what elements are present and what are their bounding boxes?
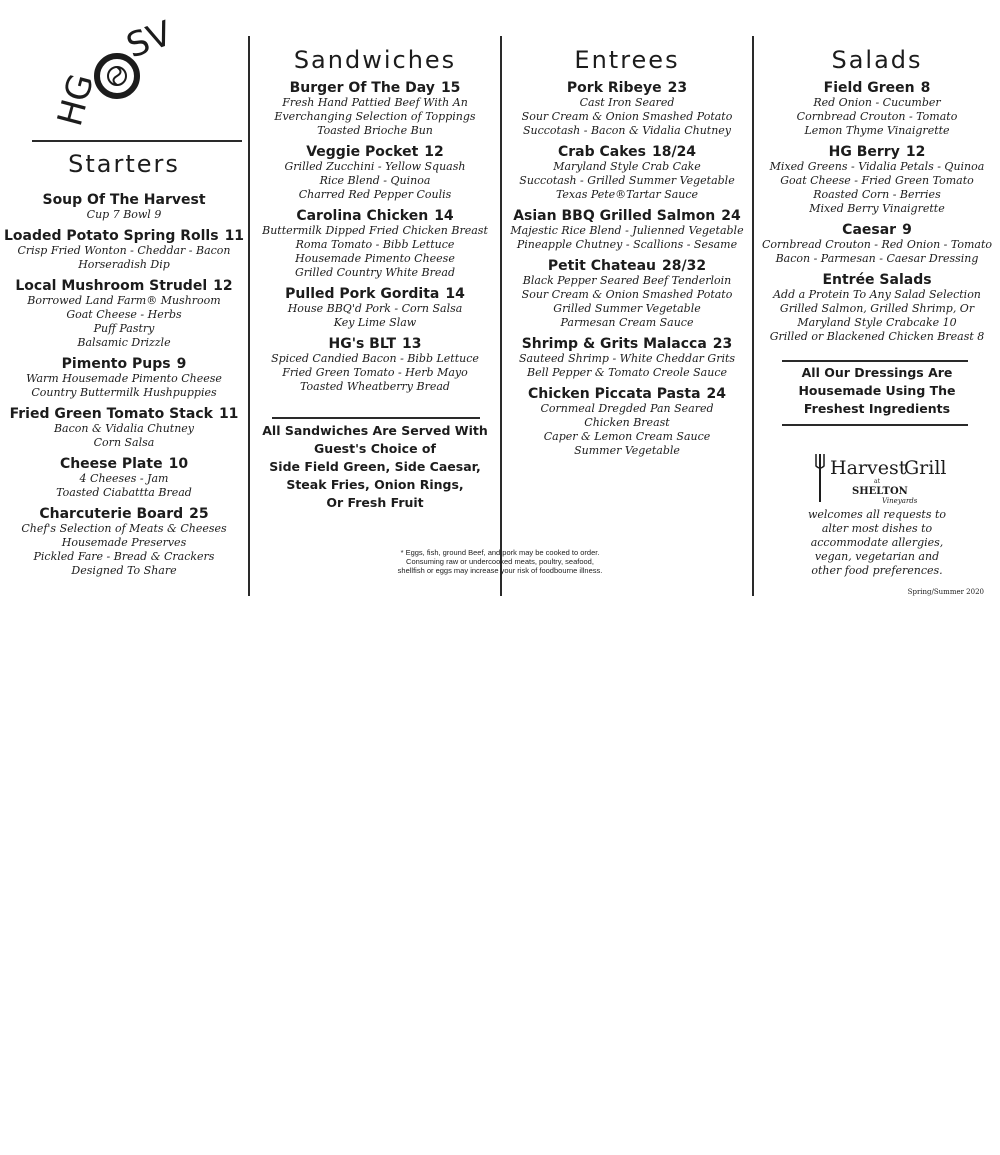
menu-item	[0, 456, 248, 500]
sandwiches-list	[250, 80, 500, 394]
menu-item	[754, 80, 1000, 138]
note-line: Housemade Using The	[798, 383, 956, 398]
menu-item	[502, 386, 752, 458]
item-name-text: HG's BLT	[328, 336, 397, 352]
menu-item-price: 12	[424, 144, 444, 160]
menu-item-description: Cornbread Crouton - Tomato	[796, 110, 958, 123]
item-name-text: Cheese Plate	[59, 456, 163, 472]
item-name-text: Petit Chateau	[547, 258, 657, 274]
entree-salad-line: Maryland Style Crabcake 10	[797, 316, 957, 329]
item-name-text: Field Green	[823, 80, 915, 96]
brand-name-left: Harvest	[830, 457, 907, 479]
brand-sub: Vineyards	[882, 497, 918, 505]
menu-item-description: Horseradish Dip	[78, 258, 170, 271]
allergy-line: alter most dishes to	[821, 522, 933, 535]
item-name-text: HG Berry	[828, 144, 900, 160]
disclaimer-line: shellfish or eggs may increase your risk of foodbourne illness.	[397, 566, 603, 575]
menu-item-price: 24	[706, 386, 727, 402]
menu-item-name	[0, 456, 248, 472]
note-line: Guest's Choice of	[314, 441, 436, 456]
menu-item-name	[502, 80, 752, 96]
salads-heading: Salads	[831, 46, 923, 74]
item-name-text: Shrimp & Grits Malacca	[521, 336, 707, 352]
menu-item-name	[754, 222, 1000, 238]
allergy-line: vegan, vegetarian and	[814, 550, 940, 563]
note-line: Steak Fries, Onion Rings,	[286, 477, 464, 492]
menu-item-description: Bacon & Vidalia Chutney	[53, 422, 195, 435]
menu-item-description: Warm Housemade Pimento Cheese	[26, 372, 222, 385]
item-name-text: Caesar	[842, 222, 897, 238]
menu-item-price: 28/32	[662, 258, 707, 274]
menu-item-name	[502, 386, 752, 402]
item-name-text: Burger Of The Day	[289, 80, 435, 96]
menu-item-description: Caper & Lemon Cream Sauce	[543, 430, 711, 443]
menu-item-name	[502, 336, 752, 352]
menu-item-price: 15	[440, 80, 461, 96]
note-line: Freshest Ingredients	[803, 401, 951, 416]
menu-item-description: Parmesan Cream Sauce	[560, 316, 694, 329]
divider	[32, 140, 242, 142]
food-safety-disclaimer	[380, 548, 620, 1155]
menu-item-description: Majestic Rice Blend - Julienned Vegetable	[510, 224, 744, 237]
menu-item	[250, 80, 500, 138]
menu-item-price: 23	[667, 80, 688, 96]
menu-item-description: Texas Pete®Tartar Sauce	[555, 188, 699, 201]
note-line: All Sandwiches Are Served With	[262, 423, 488, 438]
logo-letters-top: SV	[121, 13, 178, 67]
note-line: All Our Dressings Are	[801, 365, 953, 380]
menu-item-description: Chef's Selection of Meats & Cheeses	[21, 522, 227, 535]
menu-item-name	[502, 258, 752, 274]
menu-item-description: Toasted Brioche Bun	[317, 124, 433, 137]
divider	[782, 424, 968, 426]
menu-item-description: Succotash - Grilled Summer Vegetable	[519, 174, 735, 187]
menu-item-description: Goat Cheese - Herbs	[66, 308, 182, 321]
menu-item	[0, 356, 248, 400]
menu-item	[250, 144, 500, 202]
entrees-heading: Entrees	[574, 46, 680, 74]
menu-item-description: Country Buttermilk Hushpuppies	[31, 386, 217, 399]
sandwiches-heading: Sandwiches	[293, 46, 457, 74]
menu-item-price: 18/24	[651, 144, 697, 160]
starters-list	[0, 192, 248, 578]
brand-at: at	[874, 478, 880, 485]
menu-item-name	[0, 192, 248, 208]
menu-item-description: Cornbread Crouton - Red Onion - Tomato	[761, 238, 992, 251]
menu-item	[0, 278, 248, 350]
menu-item-description: Key Lime Slaw	[333, 316, 417, 329]
menu-item-price: 9	[176, 356, 187, 372]
menu-item-description: Fried Green Tomato - Herb Mayo	[282, 366, 468, 379]
menu-item-description: Summer Vegetable	[574, 444, 680, 457]
menu-item-price: 14	[445, 286, 465, 302]
menu-item-description: Corn Salsa	[93, 436, 155, 449]
salads-list	[754, 80, 1000, 266]
menu-item-description: Succotash - Bacon & Vidalia Chutney	[522, 124, 732, 137]
note-line: Side Field Green, Side Caesar,	[269, 459, 481, 474]
menu-item-price: 8	[920, 80, 931, 96]
menu-item-description: 4 Cheeses - Jam	[79, 472, 169, 485]
menu-item	[0, 192, 248, 222]
menu-item-description: Mixed Berry Vinaigrette	[809, 202, 945, 215]
menu-item-description: Grilled Summer Vegetable	[553, 302, 701, 315]
menu-item-description: Housemade Preserves	[61, 536, 187, 549]
menu-item-description: Bacon - Parmesan - Caesar Dressing	[775, 252, 979, 265]
menu-item-description: Sour Cream & Onion Smashed Potato	[521, 288, 733, 301]
brand-name-right: Grill	[904, 457, 947, 479]
menu-item-price: 23	[712, 336, 733, 352]
logo-letters-left: HG	[50, 69, 103, 131]
note-line: Or Fresh Fruit	[326, 495, 424, 510]
menu-item-price: 9	[902, 222, 912, 238]
menu-item-description: Borrowed Land Farm® Mushroom	[27, 294, 221, 307]
allergy-line: accommodate allergies,	[810, 536, 944, 549]
menu-item-description: Charred Red Pepper Coulis	[298, 188, 452, 201]
menu-item-price: 24	[721, 208, 741, 224]
menu-item-price: 12	[213, 278, 233, 294]
divider	[272, 417, 480, 419]
season-label: Spring/Summer 2020	[907, 588, 984, 596]
item-name-text: Charcuterie Board	[39, 506, 184, 522]
item-name-text: Local Mushroom Strudel	[15, 278, 208, 294]
entree-salad-line: Add a Protein To Any Salad Selection	[773, 288, 981, 301]
starters-heading: Starters	[68, 150, 180, 178]
menu-item-description: Mixed Greens - Vidalia Petals - Quinoa	[769, 160, 985, 173]
item-name-text: Veggie Pocket	[306, 144, 419, 160]
menu-item-price: 13	[402, 336, 422, 352]
menu-item-price: 10	[168, 456, 189, 472]
menu-item-price: 11	[218, 406, 239, 422]
brand-place: SHELTON	[852, 486, 908, 497]
menu-item-description: Spiced Candied Bacon - Bibb Lettuce	[271, 352, 479, 365]
menu-item-description: Toasted Wheatberry Bread	[300, 380, 450, 393]
menu-item-description: Pickled Fare - Bread & Crackers	[33, 550, 215, 563]
menu-item	[0, 506, 248, 578]
menu-item	[250, 286, 500, 330]
menu-item-description: House BBQ'd Pork - Corn Salsa	[287, 302, 463, 315]
menu-item-description: Fresh Hand Pattied Beef With An	[282, 96, 468, 109]
harvest-grill-logo	[808, 450, 948, 508]
menu-item-name	[0, 506, 248, 522]
menu-item	[250, 336, 500, 394]
item-name-text: Loaded Potato Spring Rolls	[3, 228, 219, 244]
menu-item-name	[754, 80, 1000, 96]
allergy-note	[754, 508, 1000, 1115]
menu-item	[502, 336, 752, 380]
starters-column	[0, 150, 248, 757]
menu-item	[502, 208, 752, 252]
menu-item-description: Black Pepper Seared Beef Tenderloin	[522, 274, 732, 287]
menu-item-description: Goat Cheese - Fried Green Tomato	[780, 174, 974, 187]
menu-item-price: 11	[224, 228, 245, 244]
menu-item-description: Lemon Thyme Vinaigrette	[804, 124, 950, 137]
menu-item	[502, 258, 752, 330]
item-name-text: Crab Cakes	[557, 144, 646, 160]
menu-item-description: Everchanging Selection of Toppings	[274, 110, 476, 123]
allergy-line: other food preferences.	[811, 564, 943, 577]
menu-item	[754, 144, 1000, 216]
menu-item-name	[0, 406, 248, 422]
disclaimer-line: * Eggs, fish, ground Beef, and pork may be cooked to order.	[400, 548, 600, 557]
allergy-line: welcomes all requests to	[807, 508, 947, 521]
menu-item-description: Cup 7 Bowl 9	[86, 208, 162, 221]
menu-item	[0, 406, 248, 450]
menu-item-description: Sauteed Shrimp - White Cheddar Grits	[518, 352, 736, 365]
menu-item	[250, 208, 500, 280]
menu-item-description: Roasted Corn - Berries	[813, 188, 941, 201]
menu-item-name	[502, 144, 752, 160]
menu-item-name	[0, 356, 248, 372]
menu-item-description: Bell Pepper & Tomato Creole Sauce	[527, 366, 727, 379]
menu-item-name	[250, 336, 500, 352]
menu-item-name	[250, 144, 500, 160]
hg-logo	[50, 13, 182, 138]
menu-item-description: Crisp Fried Wonton - Cheddar - Bacon	[17, 244, 231, 257]
entree-salads-title: Entrée Salads	[822, 272, 932, 288]
menu-item-name	[754, 144, 1000, 160]
menu-item-description: Puff Pastry	[93, 322, 155, 335]
item-name-text: Chicken Piccata Pasta	[527, 386, 701, 402]
item-name-text: Pork Ribeye	[566, 80, 662, 96]
entree-salad-line: Grilled or Blackened Chicken Breast 8	[769, 330, 985, 343]
disclaimer-line: Consuming raw or undercooked meats, poultry, seafood,	[406, 557, 594, 566]
menu-item-price: 14	[434, 208, 454, 224]
menu-item-description: Cast Iron Seared	[579, 96, 675, 109]
menu-item-name	[0, 278, 248, 294]
entrees-list	[502, 80, 752, 458]
menu-item-description: Rice Blend - Quinoa	[319, 174, 431, 187]
menu-item-name	[250, 286, 500, 302]
menu-item-name	[502, 208, 752, 224]
item-name-text: Pulled Pork Gordita	[285, 286, 440, 302]
menu-item-description: Red Onion - Cucumber	[813, 96, 941, 109]
menu-item-name	[250, 80, 500, 96]
menu-item-description: Pineapple Chutney - Scallions - Sesame	[516, 238, 738, 251]
menu-item	[502, 144, 752, 202]
menu-item-description: Roma Tomato - Bibb Lettuce	[295, 238, 455, 251]
menu-item-description: Buttermilk Dipped Fried Chicken Breast	[262, 224, 488, 237]
entree-salad-line: Grilled Salmon, Grilled Shrimp, Or	[779, 302, 975, 315]
menu-item	[502, 80, 752, 138]
menu-item-description: Maryland Style Crab Cake	[553, 160, 701, 173]
menu-item-description: Housemade Pimento Cheese	[295, 252, 455, 265]
menu-item	[0, 228, 248, 272]
menu-item-price: 25	[189, 506, 209, 522]
item-name-text: Carolina Chicken	[296, 208, 429, 224]
menu-item-description: Grilled Country White Bread	[294, 266, 456, 279]
menu-item-name	[250, 208, 500, 224]
menu-item-description: Designed To Share	[71, 564, 177, 577]
menu-item-name	[0, 228, 248, 244]
menu-item-description: Chicken Breast	[584, 416, 670, 429]
entree-salads	[754, 272, 1000, 344]
divider	[782, 360, 968, 362]
item-name-text: Asian BBQ Grilled Salmon	[513, 208, 716, 224]
menu-item-description: Grilled Zucchini - Yellow Squash	[284, 160, 466, 173]
item-name-text: Soup Of The Harvest	[42, 192, 206, 208]
menu-item-description: Sour Cream & Onion Smashed Potato	[521, 110, 733, 123]
menu-item-description: Toasted Ciabattta Bread	[56, 486, 192, 499]
menu-item-price: 12	[905, 144, 926, 160]
item-name-text: Fried Green Tomato Stack	[9, 406, 213, 422]
item-name-text: Pimento Pups	[61, 356, 171, 372]
menu-item-description: Balsamic Drizzle	[77, 336, 171, 349]
menu-item-description: Cornmeal Dregded Pan Seared	[540, 402, 714, 415]
menu-item	[754, 222, 1000, 266]
